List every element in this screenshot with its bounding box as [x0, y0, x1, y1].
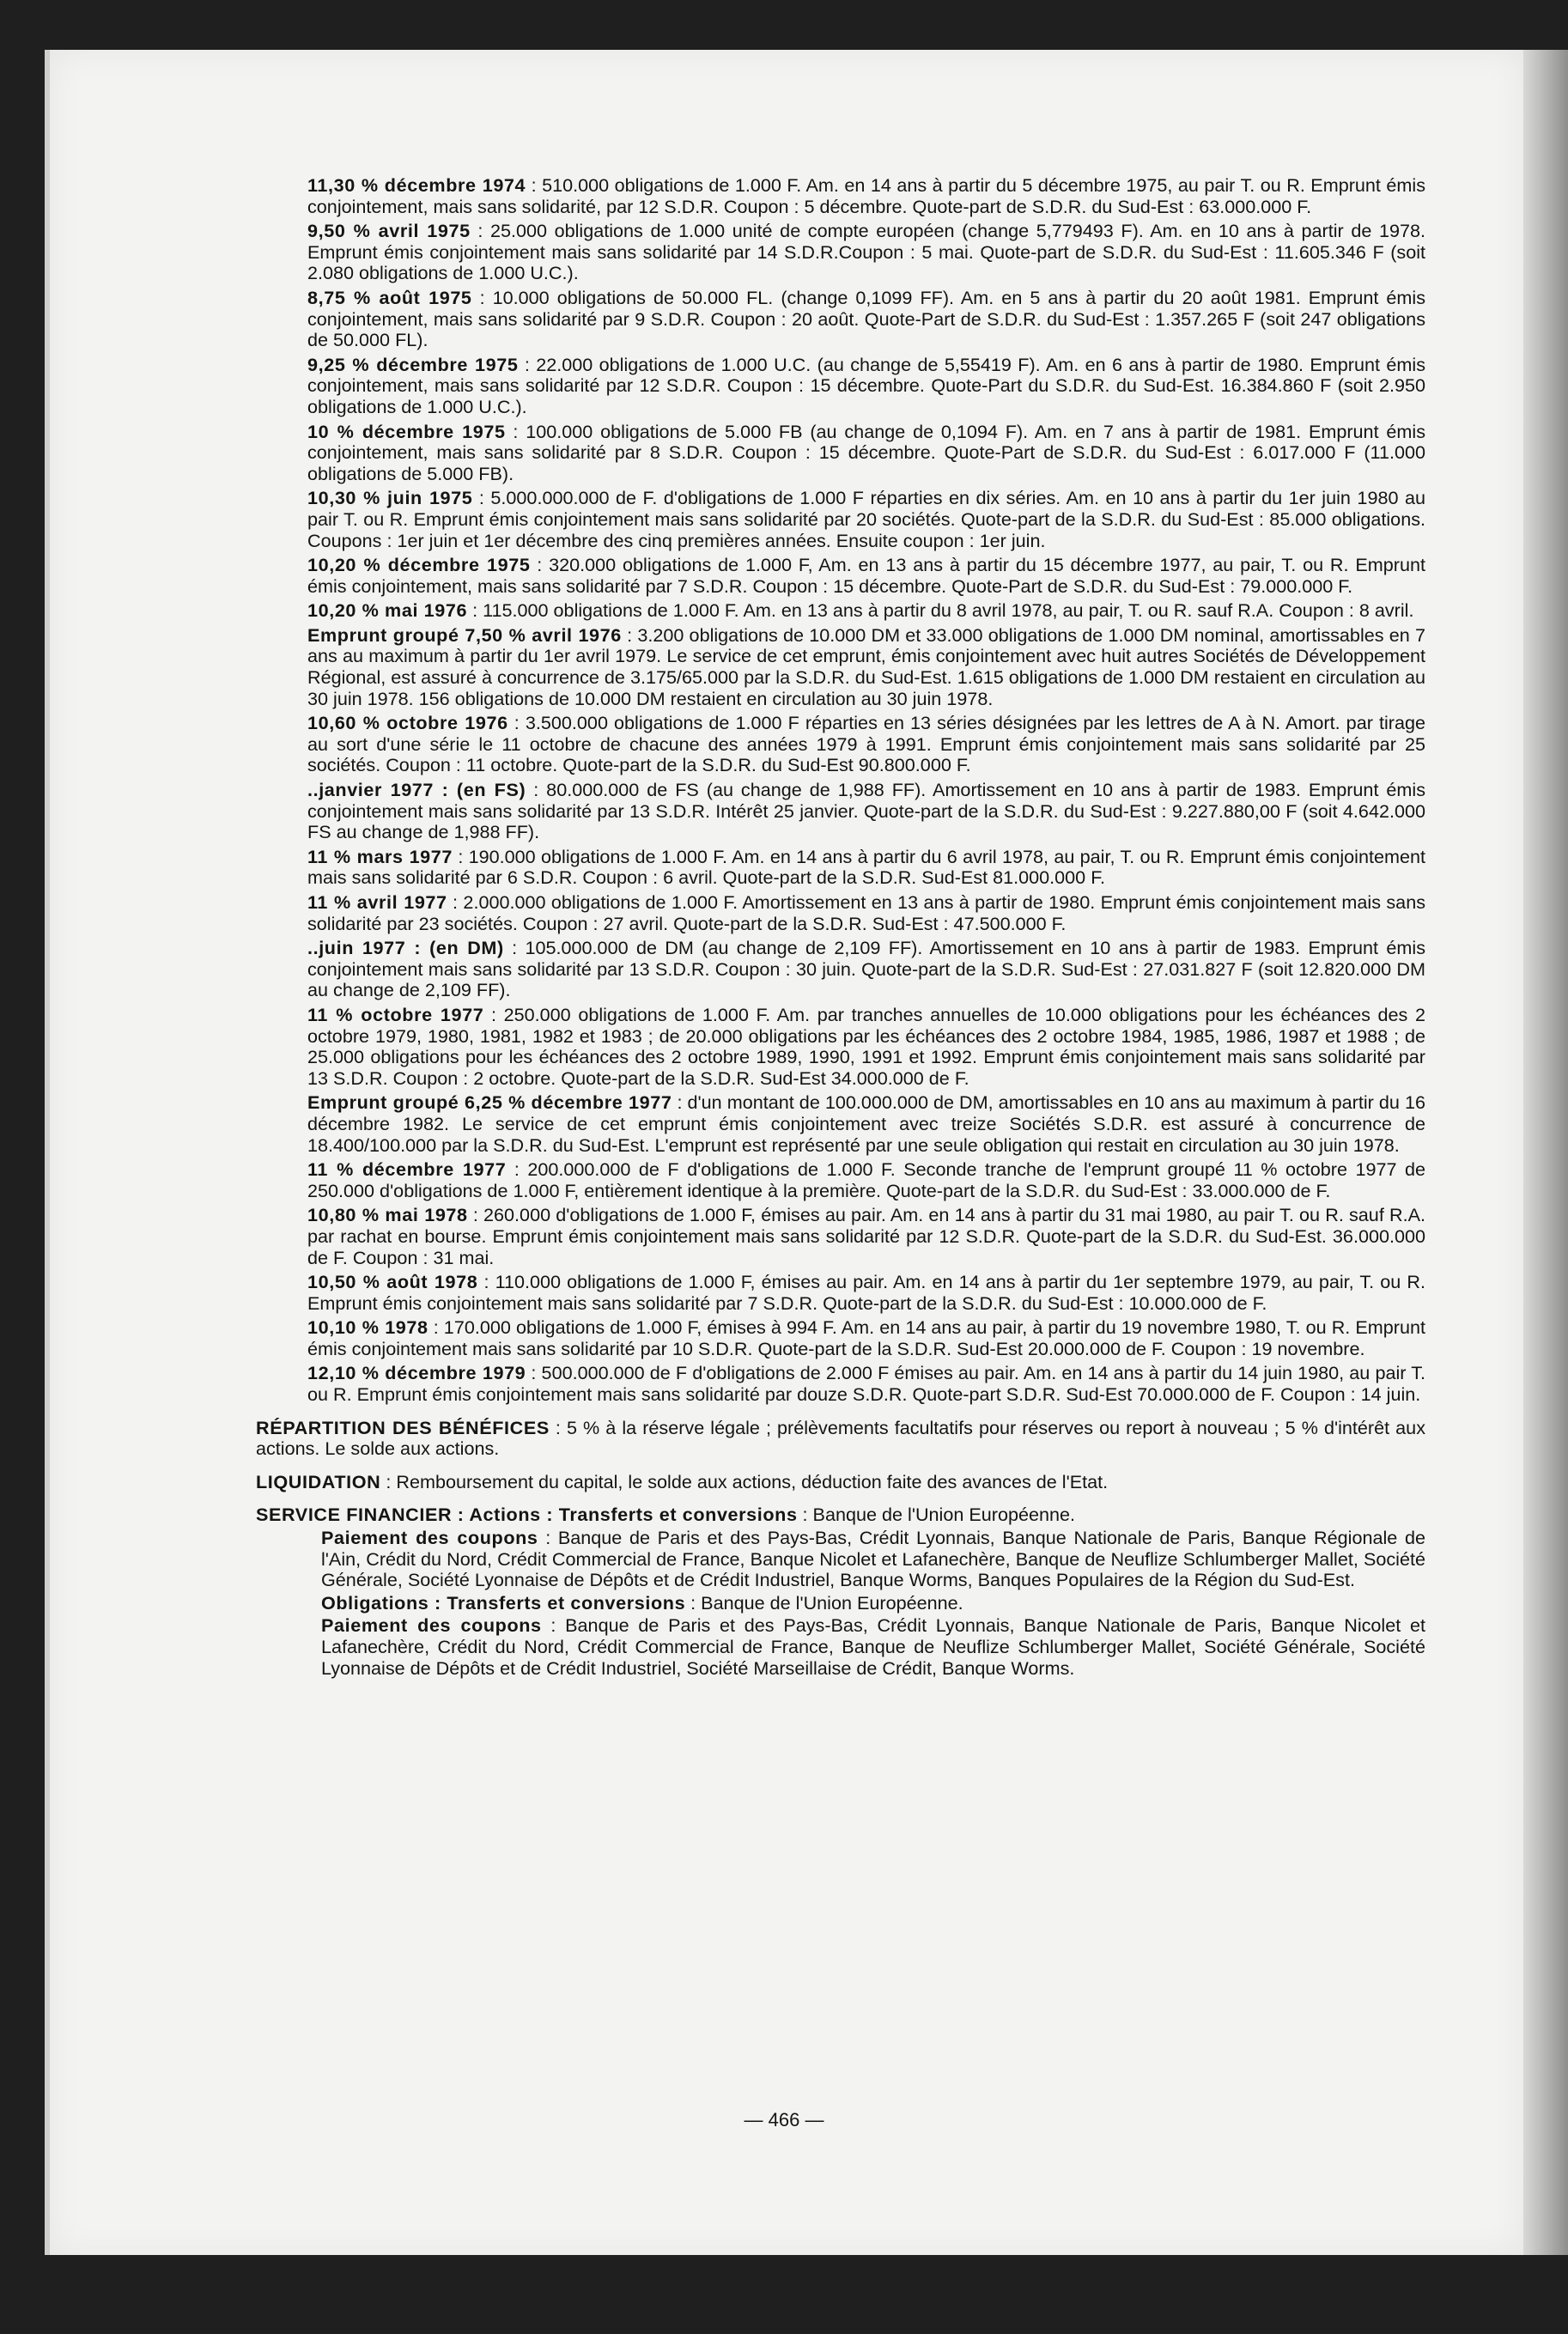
service-sub-heading: Paiement des coupons: [321, 1527, 538, 1549]
section-text: : 5 % à la réserve légale ; prélèvements facultatifs pour réserves ou report à nouveau ; 5 % d'intérêt aux actions. Le solde aux actions.: [256, 1416, 1425, 1460]
service-sub-heading: Obligations : Transferts et conversions: [321, 1591, 686, 1614]
bond-heading: 10,50 % août 1978: [307, 1271, 478, 1293]
bond-heading: 10 % décembre 1975: [307, 420, 506, 442]
bond-text: : 200.000.000 de F d'obligations de 1.000 F. Seconde tranche de l'emprunt groupé 11 % octobre 1977 de 250.000 d'obligations de 1.000 F, entièrement identique à la première. Quote-part de la S.D.R. du Sud-Est : 33.000.000 de F.: [307, 1158, 1426, 1201]
bond-heading: 10,60 % octobre 1976: [307, 712, 508, 734]
service-sub-text: : Banque de Paris et des Pays-Bas, Crédit Lyonnais, Banque Nationale de Paris, Banque Régionale de l'Ain, Crédit du Nord, Crédit Commercial de France, Banque Nicolet et Lafanechère, Banque de Neuflize Schlumberger Mallet, Société Générale, Société Lyonnaise de Dépôts et de Crédit Industriel, Banque Worms, Banques Populaires de la Région du Sud-Est.: [321, 1527, 1425, 1591]
bond-heading: 10,30 % juin 1975: [307, 487, 473, 509]
bond-heading: 11,30 % décembre 1974: [307, 174, 526, 196]
bond-entry: [307, 422, 1425, 485]
bond-entry: [307, 288, 1425, 351]
bond-entry: [307, 1317, 1425, 1359]
bond-entry: [307, 892, 1425, 934]
service-sub-item: [321, 1615, 1425, 1679]
bond-text: : 22.000 obligations de 1.000 U.C. (au change de 5,55419 F). Am. en 6 ans à partir de 1980. Emprunt émis conjointement, mais sans solidarité par 12 S.D.R. Coupon : 15 décembre. Quote-Part du S.D.R. du Sud-Est. 16.384.860 F (soit 2.950 obligations de 1.000 U.C.).: [307, 353, 1425, 417]
service-sub-item: [321, 1593, 1425, 1614]
bond-entry: [307, 1159, 1425, 1201]
bond-text: : 25.000 obligations de 1.000 unité de compte européen (change 5,779493 F). Am. en 10 ans à partir de 1978. Emprunt émis conjointement mais sans solidarité par 14 S.D.R.Coupon : 5 mai. Quote-part de S.D.R. du Sud-Est : 11.605.346 F (soit 2.080 obligations de 1.000 U.C.).: [307, 220, 1426, 284]
bond-text: : 510.000 obligations de 1.000 F. Am. en 14 ans à partir du 5 décembre 1975, au pair T. ou R. Emprunt émis conjointement, mais sans solidarité, par 12 S.D.R. Coupon : 5 décembre. Quote-part de S.D.R. du Sud-Est : 63.000.000 F.: [307, 174, 1425, 217]
bond-heading: ..janvier 1977 : (en FS): [307, 779, 526, 801]
service-sub-heading: Paiement des coupons: [321, 1614, 542, 1637]
bond-text: : 500.000.000 de F d'obligations de 2.000 F émises au pair. Am. en 14 ans à partir du 14 juin 1980, au pair T. ou R. Emprunt émis conjointement mais sans solidarité par douze S.D.R. Quote-part S.D.R. Sud-Est 70.000.000 de F. Coupon : 14 juin.: [307, 1362, 1425, 1406]
bond-text: : 3.500.000 obligations de 1.000 F réparties en 13 séries désignées par les lettres de A à N. Amort. par tirage au sort d'une série le 11 octobre de chacune des années 1979 à 1991. Emprunt émis conjointement mais sans solidarité par 25 sociétés. Coupon : 11 octobre. Quote-part de la S.D.R. du Sud-Est 90.800.000 F.: [307, 712, 1425, 776]
bond-heading: 11 % avril 1977: [307, 891, 447, 913]
bond-entry: [307, 847, 1425, 889]
bond-text: : 250.000 obligations de 1.000 F. Am. par tranches annuelles de 10.000 obligations pour les échéances des 2 octobre 1979, 1980, 1981, 1982 et 1983 ; de 20.000 obligations par les échéances des 2 octobre 1984, 1985, 1986, 1987 et 1988 ; de 25.000 obligations pour les échéances des 2 octobre 1989, 1990, 1991 et 1992. Emprunt émis conjointement mais sans solidarité par 13 S.D.R. Coupon : 2 octobre. Quote-part de la S.D.R. Sud-Est 34.000.000 de F.: [307, 1003, 1425, 1089]
bond-text: : d'un montant de 100.000.000 de DM, amortissables en 10 ans au maximum à partir du 16 décembre 1982. Le service de cet emprunt émis conjointement avec treize Sociétés S.D.R. est assuré à concurrence de 18.400/100.000 par la S.D.R. du Sud-Est. L'emprunt est représenté par une seule obligation qui restait en circulation au 30 juin 1978.: [307, 1091, 1425, 1156]
repartition-section: [256, 1418, 1425, 1460]
bond-text: : 190.000 obligations de 1.000 F. Am. en 14 ans à partir du 6 avril 1978, au pair, T. ou R. Emprunt émis conjointement mais sans solidarité par 6 S.D.R. Coupon : 6 avril. Quote-part de la S.D.R. Sud-Est 81.000.000 F.: [307, 845, 1425, 889]
bond-entry: [307, 625, 1425, 709]
bond-heading: 10,20 % mai 1976: [307, 599, 468, 622]
bond-heading: Emprunt groupé 7,50 % avril 1976: [307, 623, 622, 646]
bond-text: : 2.000.000 obligations de 1.000 F. Amortissement en 13 ans à partir de 1980. Emprunt émis conjointement mais sans solidarité par 23 sociétés. Coupon : 27 avril. Quote-part de la S.D.R. Sud-Est : 47.500.000 F.: [307, 891, 1425, 934]
bond-entry: [307, 555, 1425, 597]
bond-heading: 10,20 % décembre 1975: [307, 554, 531, 576]
bond-entry: [307, 1363, 1425, 1405]
section-text: : Banque de l'Union Européenne.: [797, 1504, 1076, 1526]
bond-entry: [307, 938, 1425, 1001]
bond-text: : 3.200 obligations de 10.000 DM et 33.000 obligations de 1.000 DM nominal, amortissables en 7 ans au maximum à partir du 1er avril 1979. Le service de cet emprunt, émis conjointement avec huit autres Sociétés de Développement Régional, est assuré à concurrence de 3.175/65.000 par la S.D.R. du Sud-Est. 1.615 obligations de 1.000 DM restaient en circulation au 30 juin 1978. 156 obligations de 10.000 DM restaient en circulation au 30 juin 1978.: [307, 623, 1426, 709]
service-sub-text: : Banque de l'Union Européenne.: [685, 1591, 963, 1614]
bond-heading: 10,80 % mai 1978: [307, 1204, 468, 1226]
page-content: [256, 175, 1425, 1679]
book-spine-edge: [1523, 50, 1568, 2255]
bond-entry: [307, 1005, 1425, 1089]
section-heading: LIQUIDATION: [256, 1470, 381, 1492]
bond-heading: 10,10 % 1978: [307, 1316, 428, 1339]
section-heading: RÉPARTITION DES BÉNÉFICES: [256, 1416, 550, 1438]
service-sub-text: : Banque de Paris et des Pays-Bas, Crédit Lyonnais, Banque Nationale de Paris, Banque Nicolet et Lafanechère, Crédit du Nord, Crédit Commercial de France, Banque de Neuflize Schlumberger Mallet, Société Générale, Société Lyonnaise de Dépôts et de Crédit Industriel, Société Marseillaise de Crédit, Banque Worms.: [321, 1614, 1425, 1679]
bond-entry: [307, 713, 1425, 776]
bond-entry: [307, 600, 1425, 622]
bond-text: : 80.000.000 de FS (au change de 1,988 FF). Amortissement en 10 ans à partir de 1983. Emprunt émis conjointement mais sans solidarité par 13 S.D.R. Intérêt 25 janvier. Quote-part de la S.D.R. du Sud-Est : 9.227.880,00 F (soit 4.642.000 FS au change de 1,988 FF).: [307, 779, 1425, 843]
bond-entry: [307, 355, 1425, 418]
bond-heading: Emprunt groupé 6,25 % décembre 1977: [307, 1091, 672, 1114]
bond-heading: 9,25 % décembre 1975: [307, 353, 519, 375]
bond-entry: [307, 1092, 1425, 1156]
bond-text: : 110.000 obligations de 1.000 F, émises au pair. Am. en 14 ans à partir du 1er septembre 1979, au pair, T. ou R. Emprunt émis conjointement mais sans solidarité par 7 S.D.R. Quote-part de la S.D.R. du Sud-Est : 10.000.000 de F.: [307, 1271, 1425, 1314]
bond-list: [307, 175, 1425, 1406]
bond-entry: [307, 780, 1425, 843]
bond-text: : 320.000 obligations de 1.000 F, Am. en 13 ans à partir du 15 décembre 1977, au pair, T. ou R. Emprunt émis conjointement, mais sans solidarité par 7 S.D.R. Coupon : 15 décembre. Quote-Part de S.D.R. du Sud-Est : 79.000.000 F.: [307, 554, 1425, 597]
bond-text: : 115.000 obligations de 1.000 F. Am. en 13 ans à partir du 8 avril 1978, au pair, T. ou R. sauf R.A. Coupon : 8 avril.: [467, 599, 1414, 622]
bond-heading: ..juin 1977 : (en DM): [307, 937, 504, 959]
bond-text: : 100.000 obligations de 5.000 FB (au change de 0,1094 F). Am. en 7 ans à partir de 1981. Emprunt émis conjointement, mais sans solidarité par 8 S.D.R. Coupon : 15 décembre. Quote-Part de S.D.R. du Sud-Est : 6.017.000 F (11.000 obligations de 5.000 FB).: [307, 420, 1425, 484]
liquidation-section: [256, 1472, 1425, 1493]
bond-heading: 12,10 % décembre 1979: [307, 1362, 526, 1384]
bond-heading: 9,50 % avril 1975: [307, 220, 471, 242]
bond-text: : 260.000 d'obligations de 1.000 F, émises au pair. Am. en 14 ans à partir du 31 mai 1980, au pair T. ou R. sauf R.A. par rachat en bourse. Emprunt émis conjointement mais sans solidarité par 12 S.D.R. Quote-part de la S.D.R. du Sud-Est. 36.000.000 de F. Coupon : 31 mai.: [307, 1204, 1426, 1268]
service-sub-item: [321, 1528, 1425, 1591]
bond-entry: [307, 488, 1425, 551]
service-sub-list: [256, 1528, 1425, 1679]
bond-text: : 5.000.000.000 de F. d'obligations de 1.000 F réparties en dix séries. Am. en 10 ans à partir du 1er juin 1980 au pair T. ou R. Emprunt émis conjointement mais sans solidarité par 20 sociétés. Quote-part de la S.D.R. du Sud-Est : 85.000 obligations. Coupons : 1er juin et 1er décembre des cinq premières années. Ensuite coupon : 1er juin.: [307, 487, 1425, 551]
bond-text: : 105.000.000 de DM (au change de 2,109 FF). Amortissement en 10 ans à partir de 1983. Emprunt émis conjointement mais sans solidarité par 13 S.D.R. Coupon : 30 juin. Quote-part de la S.D.R. Sud-Est : 27.031.827 F (soit 12.820.000 DM au change de 2,109 FF).: [307, 937, 1425, 1001]
bond-entry: [307, 1272, 1425, 1314]
bond-heading: 11 % mars 1977: [307, 845, 453, 867]
bond-heading: 11 % décembre 1977: [307, 1158, 507, 1181]
bond-text: : 170.000 obligations de 1.000 F, émises à 994 F. Am. en 14 ans au pair, à partir du 19 novembre 1980, T. ou R. Emprunt émis conjointement mais sans solidarité par 10 S.D.R. Quote-part de la S.D.R. Sud-Est 20.000.000 de F. Coupon : 19 novembre.: [307, 1316, 1425, 1359]
section-heading: SERVICE FINANCIER : Actions : Transferts et conversions: [256, 1504, 798, 1526]
bond-heading: 8,75 % août 1975: [307, 286, 472, 308]
bond-text: : 10.000 obligations de 50.000 FL. (change 0,1099 FF). Am. en 5 ans à partir du 20 août 1981. Emprunt émis conjointement, mais sans solidarité par 9 S.D.R. Coupon : 20 août. Quote-Part de S.D.R. du Sud-Est : 1.357.265 F (soit 247 obligations de 50.000 FL).: [307, 286, 1425, 351]
service-financier-section: [256, 1504, 1425, 1679]
bond-entry: [307, 221, 1425, 284]
section-text: : Remboursement du capital, le solde aux actions, déduction faite des avances de l'Etat.: [380, 1470, 1109, 1492]
bond-heading: 11 % octobre 1977: [307, 1003, 484, 1025]
bond-entry: [307, 1205, 1425, 1268]
bond-entry: [307, 175, 1425, 217]
page-number: — 466 —: [744, 2109, 824, 2130]
